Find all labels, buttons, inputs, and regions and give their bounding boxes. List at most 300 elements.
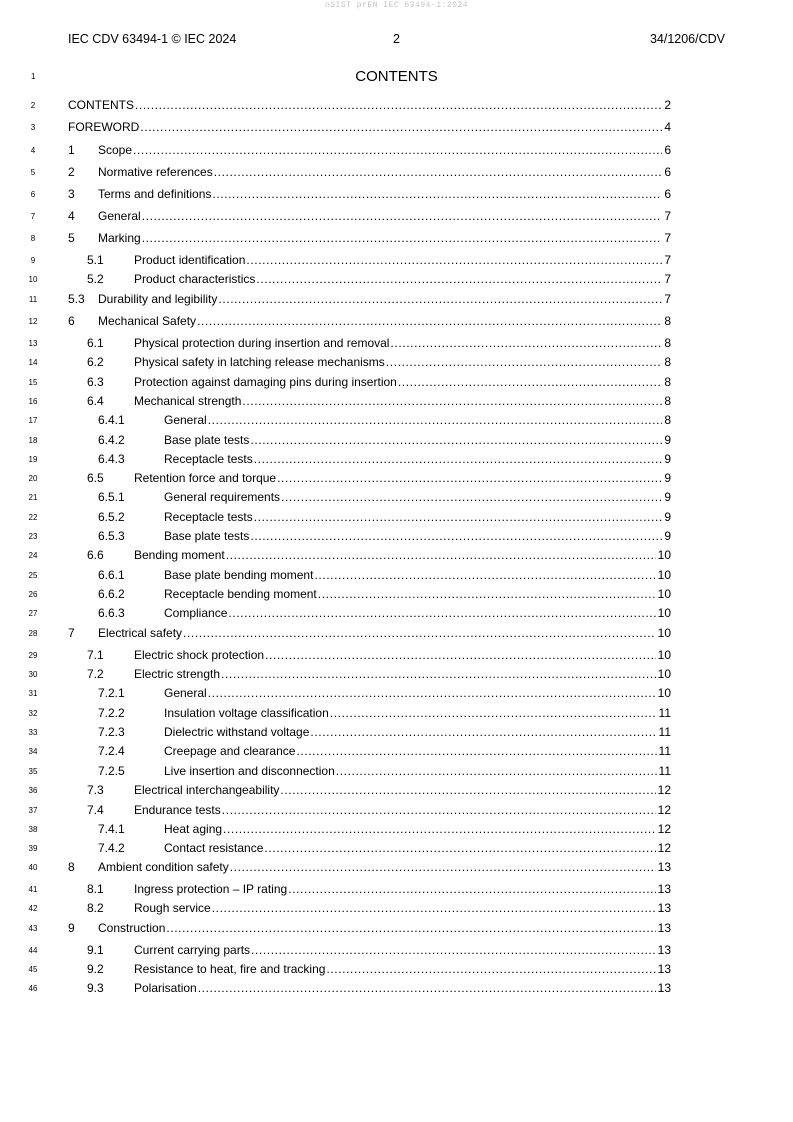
toc-section-number: 6.4.1	[98, 413, 125, 427]
toc-entry[interactable]	[0, 901, 793, 919]
toc-entry-title: Heat aging	[164, 822, 223, 836]
line-number: 36	[28, 786, 38, 795]
dot-leader	[222, 803, 656, 817]
toc-section-number: 7.2.5	[98, 764, 125, 778]
toc-section-number: 5.1	[87, 253, 104, 267]
line-number: 38	[28, 825, 38, 834]
dot-leader	[314, 568, 655, 582]
toc-entry[interactable]	[0, 355, 793, 373]
toc-entry-title: FOREWORD	[68, 120, 140, 134]
toc-entry-link[interactable]	[134, 943, 671, 957]
toc-page-number: 12	[657, 822, 671, 836]
toc-entry[interactable]	[0, 490, 793, 508]
toc-entry-title: Mechanical strength	[134, 394, 242, 408]
toc-page-number: 12	[657, 803, 671, 817]
toc-section-number: 2	[68, 165, 75, 179]
toc-entry[interactable]	[0, 510, 793, 528]
toc-entry[interactable]	[0, 648, 793, 666]
toc-entry-title: Durability and legibility	[98, 292, 218, 306]
toc-entry-title: Product characteristics	[134, 272, 256, 286]
toc-section-number: 5.3	[68, 292, 85, 306]
line-number: 40	[28, 863, 38, 872]
toc-section-number: 8	[68, 860, 75, 874]
dot-leader	[318, 587, 656, 601]
dot-leader	[251, 943, 656, 957]
toc-entry[interactable]	[0, 143, 793, 161]
dot-leader	[198, 981, 656, 995]
line-number: 15	[28, 378, 38, 387]
toc-entry[interactable]	[0, 253, 793, 271]
line-number: 44	[28, 946, 38, 955]
toc-entry[interactable]	[0, 471, 793, 489]
dot-leader	[226, 548, 656, 562]
dot-leader	[288, 882, 655, 896]
dot-leader	[212, 187, 662, 201]
line-number: 6	[30, 190, 36, 199]
toc-section-number: 6.6.2	[98, 587, 125, 601]
toc-section-number: 4	[68, 209, 75, 223]
dot-leader	[386, 355, 663, 369]
dot-leader	[265, 648, 656, 662]
toc-section-number: 6.6.1	[98, 568, 125, 582]
toc-page-number: 13	[657, 921, 671, 935]
line-number: 27	[28, 609, 38, 618]
toc-section-number: 7.2.2	[98, 706, 125, 720]
toc-entry-link[interactable]	[134, 648, 671, 662]
toc-entry[interactable]	[0, 209, 793, 227]
toc-entry-link[interactable]	[164, 706, 671, 720]
toc-entry-link[interactable]	[134, 981, 671, 995]
toc-entry-title: Normative references	[98, 165, 213, 179]
dot-leader	[280, 783, 655, 797]
toc-entry-link[interactable]	[134, 471, 671, 485]
dot-leader	[250, 433, 662, 447]
toc-page-number: 8	[664, 314, 671, 328]
toc-entry[interactable]	[0, 725, 793, 743]
toc-section-number: 6.5.2	[98, 510, 125, 524]
toc-entry[interactable]	[0, 744, 793, 762]
toc-entry[interactable]	[0, 841, 793, 859]
toc-entry-title: Construction	[98, 921, 166, 935]
toc-page-number: 12	[657, 783, 671, 797]
toc-entry[interactable]	[0, 783, 793, 801]
toc-entry-link[interactable]	[164, 452, 671, 466]
toc-section-number: 5	[68, 231, 75, 245]
line-number: 19	[28, 455, 38, 464]
watermark: oSIST prEN IEC 63494-1:2024	[324, 1, 469, 10]
line-number: 31	[28, 689, 38, 698]
dot-leader	[214, 165, 663, 179]
dot-leader	[281, 490, 662, 504]
line-number: 29	[28, 651, 38, 660]
line-number: 12	[28, 317, 38, 326]
dot-leader	[398, 375, 662, 389]
toc-entry[interactable]	[0, 606, 793, 624]
toc-entry-title: Ingress protection – IP rating	[134, 882, 288, 896]
toc-page-number: 11	[658, 764, 671, 778]
toc-entry-title: Compliance	[164, 606, 228, 620]
toc-entry-link[interactable]	[134, 394, 671, 408]
toc-entry-link[interactable]	[98, 314, 671, 328]
toc-entry[interactable]	[0, 686, 793, 704]
toc-entry[interactable]	[0, 292, 793, 310]
toc-page-number: 6	[664, 143, 671, 157]
toc-page-number: 11	[658, 744, 671, 758]
toc-page-number: 13	[657, 962, 671, 976]
toc-entry-link[interactable]	[98, 626, 671, 640]
toc-entry[interactable]	[0, 272, 793, 290]
toc-entry[interactable]	[0, 860, 793, 878]
toc-entry-title: General	[164, 413, 207, 427]
toc-entry[interactable]	[0, 548, 793, 566]
toc-page-number: 10	[657, 587, 671, 601]
toc-entry-link[interactable]	[164, 725, 671, 739]
dot-leader	[166, 921, 655, 935]
toc-section-number: 9	[68, 921, 75, 935]
toc-entry[interactable]	[0, 981, 793, 999]
toc-page-number: 10	[657, 648, 671, 662]
toc-page-number: 4	[664, 120, 671, 134]
dot-leader	[390, 336, 662, 350]
toc-entry[interactable]	[0, 336, 793, 354]
line-number: 42	[28, 904, 38, 913]
dot-leader	[277, 471, 662, 485]
toc-entry-title: Base plate bending moment	[164, 568, 314, 582]
line-number: 1	[31, 72, 36, 81]
dot-leader	[208, 686, 656, 700]
toc-section-number: 5.2	[87, 272, 104, 286]
toc-entry[interactable]	[0, 822, 793, 840]
header-page-number: 2	[393, 32, 400, 46]
dot-leader	[212, 901, 656, 915]
toc-entry-title: Endurance tests	[134, 803, 221, 817]
toc-page-number: 10	[657, 686, 671, 700]
toc-entry[interactable]	[0, 882, 793, 900]
toc-entry-title: Current carrying parts	[134, 943, 251, 957]
toc-page-number: 10	[657, 667, 671, 681]
toc-entry-link[interactable]	[134, 667, 671, 681]
toc-entry-link[interactable]	[68, 98, 671, 112]
toc-section-number: 7.2.4	[98, 744, 125, 758]
toc-entry-link[interactable]	[98, 860, 671, 874]
toc-page-number: 9	[664, 471, 671, 485]
toc-entry[interactable]	[0, 764, 793, 782]
line-number: 37	[28, 806, 38, 815]
toc-entry-title: Electrical safety	[98, 626, 183, 640]
toc-entry-link[interactable]	[134, 272, 671, 286]
dot-leader	[256, 272, 662, 286]
toc-entry-title: Terms and definitions	[98, 187, 212, 201]
toc-entry-title: Physical safety in latching release mechanisms	[134, 355, 385, 369]
toc-entry-link[interactable]	[164, 744, 671, 758]
toc-entry-title: Base plate tests	[164, 433, 250, 447]
dot-leader	[142, 231, 663, 245]
toc-entry-link[interactable]	[164, 822, 671, 836]
toc-section-number: 6.6	[87, 548, 104, 562]
toc-entry-title: Dielectric withstand voltage	[164, 725, 310, 739]
toc-entry-title: Receptacle tests	[164, 510, 253, 524]
toc-entry[interactable]	[0, 433, 793, 451]
toc-entry-title: General requirements	[164, 490, 281, 504]
toc-entry[interactable]	[0, 375, 793, 393]
toc-page-number: 9	[664, 490, 671, 504]
toc-section-number: 7.2.3	[98, 725, 125, 739]
toc-entry-link[interactable]	[164, 841, 671, 855]
toc-entry-title: Mechanical Safety	[98, 314, 197, 328]
toc-page-number: 9	[664, 510, 671, 524]
toc-page-number: 10	[657, 548, 671, 562]
toc-entry[interactable]	[0, 667, 793, 685]
toc-entry[interactable]	[0, 231, 793, 249]
toc-entry[interactable]	[0, 98, 793, 116]
toc-entry-link[interactable]	[134, 548, 671, 562]
dot-leader	[242, 394, 662, 408]
toc-entry[interactable]	[0, 529, 793, 547]
toc-section-number: 6.1	[87, 336, 104, 350]
page-title: CONTENTS	[355, 68, 438, 85]
toc-section-number: 6.6.3	[98, 606, 125, 620]
toc-entry[interactable]	[0, 962, 793, 980]
toc-section-number: 7.4.1	[98, 822, 125, 836]
toc-page-number: 8	[664, 375, 671, 389]
line-number: 46	[28, 984, 38, 993]
toc-section-number: 6	[68, 314, 75, 328]
dot-leader	[230, 860, 656, 874]
toc-entry-title: Polarisation	[134, 981, 197, 995]
header-document-id: IEC CDV 63494-1 © IEC 2024	[68, 32, 237, 46]
toc-entry-link[interactable]	[164, 490, 671, 504]
toc-page-number: 2	[664, 98, 671, 112]
toc-page-number: 8	[664, 355, 671, 369]
toc-entry-title: Protection against damaging pins during insertion	[134, 375, 397, 389]
toc-entry-title: Creepage and clearance	[164, 744, 296, 758]
toc-page-number: 11	[658, 725, 671, 739]
line-number: 25	[28, 571, 38, 580]
toc-section-number: 6.4.3	[98, 452, 125, 466]
dot-leader	[254, 510, 663, 524]
toc-entry-link[interactable]	[134, 355, 671, 369]
line-number: 20	[28, 474, 38, 483]
toc-entry-link[interactable]	[164, 433, 671, 447]
toc-entry-link[interactable]	[134, 783, 671, 797]
toc-section-number: 6.2	[87, 355, 104, 369]
line-number: 41	[28, 885, 38, 894]
line-number: 4	[30, 146, 36, 155]
line-number: 7	[30, 212, 36, 221]
line-number: 28	[28, 629, 38, 638]
dot-leader	[197, 314, 662, 328]
toc-entry[interactable]	[0, 921, 793, 939]
toc-section-number: 9.3	[87, 981, 104, 995]
toc-page-number: 7	[664, 231, 671, 245]
toc-page-number: 13	[657, 901, 671, 915]
dot-leader	[296, 744, 656, 758]
toc-entry-link[interactable]	[164, 568, 671, 582]
line-number: 5	[30, 168, 36, 177]
dot-leader	[142, 209, 663, 223]
line-number: 35	[28, 767, 38, 776]
toc-entry-link[interactable]	[98, 165, 671, 179]
toc-entry-title: Retention force and torque	[134, 471, 277, 485]
dot-leader	[336, 764, 657, 778]
toc-page-number: 10	[657, 626, 671, 640]
toc-entry-title: Receptacle bending moment	[164, 587, 317, 601]
toc-page-number: 8	[664, 394, 671, 408]
line-number: 2	[30, 101, 36, 110]
toc-entry[interactable]	[0, 165, 793, 183]
dot-leader	[183, 626, 656, 640]
toc-page-number: 10	[657, 606, 671, 620]
toc-entry[interactable]	[0, 120, 793, 138]
toc-entry-title: Electrical interchangeability	[134, 783, 280, 797]
line-number: 14	[28, 358, 38, 367]
toc-entry[interactable]	[0, 413, 793, 431]
toc-page-number: 13	[657, 882, 671, 896]
toc-section-number: 7	[68, 626, 75, 640]
toc-page-number: 7	[664, 253, 671, 267]
toc-entry-link[interactable]	[164, 510, 671, 524]
toc-section-number: 1	[68, 143, 75, 157]
toc-entry-link[interactable]	[164, 606, 671, 620]
toc-page-number: 6	[664, 187, 671, 201]
toc-section-number: 6.4.2	[98, 433, 125, 447]
toc-page-number: 13	[657, 860, 671, 874]
line-number: 39	[28, 844, 38, 853]
line-number: 33	[28, 728, 38, 737]
line-number: 43	[28, 924, 38, 933]
line-number: 9	[30, 256, 36, 265]
toc-entry-title: General	[98, 209, 141, 223]
toc-section-number: 7.1	[87, 648, 104, 662]
dot-leader	[254, 452, 663, 466]
toc-entry[interactable]	[0, 587, 793, 605]
toc-entry-title: Scope	[98, 143, 133, 157]
toc-entry-link[interactable]	[98, 292, 671, 306]
toc-entry-link[interactable]	[98, 231, 671, 245]
toc-entry-title: CONTENTS	[68, 98, 134, 112]
toc-entry-link[interactable]	[164, 686, 671, 700]
toc-entry[interactable]	[0, 452, 793, 470]
line-number: 45	[28, 965, 38, 974]
dot-leader	[140, 120, 662, 134]
title-line	[0, 68, 793, 88]
toc-section-number: 9.2	[87, 962, 104, 976]
toc-section-number: 7.2.1	[98, 686, 125, 700]
toc-entry[interactable]	[0, 187, 793, 205]
dot-leader	[133, 143, 662, 157]
toc-page-number: 13	[657, 981, 671, 995]
toc-entry[interactable]	[0, 568, 793, 586]
toc-entry-title: Bending moment	[134, 548, 225, 562]
toc-entry[interactable]	[0, 943, 793, 961]
toc-entry-link[interactable]	[164, 413, 671, 427]
toc-page-number: 12	[657, 841, 671, 855]
toc-entry-link[interactable]	[134, 336, 671, 350]
dot-leader	[223, 822, 656, 836]
toc-entry-title: Contact resistance	[164, 841, 264, 855]
toc-entry[interactable]	[0, 803, 793, 821]
toc-page-number: 7	[664, 209, 671, 223]
toc-page-number: 8	[664, 413, 671, 427]
toc-entry-link[interactable]	[164, 764, 671, 778]
toc-entry-link[interactable]	[98, 187, 671, 201]
dot-leader	[218, 292, 662, 306]
toc-entry-link[interactable]	[164, 587, 671, 601]
dot-leader	[310, 725, 656, 739]
toc-section-number: 6.5.3	[98, 529, 125, 543]
toc-entry-link[interactable]	[98, 143, 671, 157]
toc-entry-link[interactable]	[68, 120, 671, 134]
toc-entry-link[interactable]	[134, 962, 671, 976]
toc-page-number: 10	[657, 568, 671, 582]
line-number: 10	[28, 275, 38, 284]
toc-page-number: 9	[664, 452, 671, 466]
toc-section-number: 7.2	[87, 667, 104, 681]
dot-leader	[228, 606, 655, 620]
toc-section-number: 6.4	[87, 394, 104, 408]
toc-section-number: 8.1	[87, 882, 104, 896]
line-number: 13	[28, 339, 38, 348]
toc-entry[interactable]	[0, 626, 793, 644]
toc-entry-title: Rough service	[134, 901, 211, 915]
line-number: 34	[28, 747, 38, 756]
toc-section-number: 9.1	[87, 943, 104, 957]
toc-entry[interactable]	[0, 706, 793, 724]
dot-leader	[135, 98, 662, 112]
toc-section-number: 6.5	[87, 471, 104, 485]
toc-entry-link[interactable]	[134, 882, 671, 896]
toc-entry-link[interactable]	[98, 921, 671, 935]
toc-entry-link[interactable]	[134, 375, 671, 389]
dot-leader	[246, 253, 662, 267]
toc-entry-title: Marking	[98, 231, 141, 245]
line-number: 21	[28, 493, 38, 502]
dot-leader	[330, 706, 657, 720]
toc-entry-link[interactable]	[134, 253, 671, 267]
line-number: 16	[28, 397, 38, 406]
toc-page-number: 11	[658, 706, 671, 720]
toc-entry-link[interactable]	[134, 803, 671, 817]
toc-section-number: 7.3	[87, 783, 104, 797]
line-number: 11	[28, 295, 38, 304]
header-reference: 34/1206/CDV	[649, 32, 725, 46]
toc-entry-title: Electric strength	[134, 667, 221, 681]
toc-entry-link[interactable]	[134, 901, 671, 915]
line-number: 24	[28, 551, 38, 560]
toc-entry-title: Electric shock protection	[134, 648, 265, 662]
toc-entry-link[interactable]	[164, 529, 671, 543]
dot-leader	[208, 413, 663, 427]
dot-leader	[221, 667, 656, 681]
toc-entry-title: Resistance to heat, fire and tracking	[134, 962, 326, 976]
toc-entry-link[interactable]	[98, 209, 671, 223]
toc-entry-title: Ambient condition safety	[98, 860, 229, 874]
line-number: 30	[28, 670, 38, 679]
toc-entry-title: Receptacle tests	[164, 452, 253, 466]
line-number: 32	[28, 709, 38, 718]
toc-page-number: 9	[664, 433, 671, 447]
toc-page-number: 9	[664, 529, 671, 543]
toc-entry[interactable]	[0, 314, 793, 332]
toc-entry[interactable]	[0, 394, 793, 412]
line-number: 26	[28, 590, 38, 599]
toc-page-number: 6	[664, 165, 671, 179]
toc-section-number: 6.3	[87, 375, 104, 389]
toc-entry-title: Product identification	[134, 253, 246, 267]
dot-leader	[250, 529, 662, 543]
line-number: 23	[28, 532, 38, 541]
toc-entry-title: Live insertion and disconnection	[164, 764, 335, 778]
